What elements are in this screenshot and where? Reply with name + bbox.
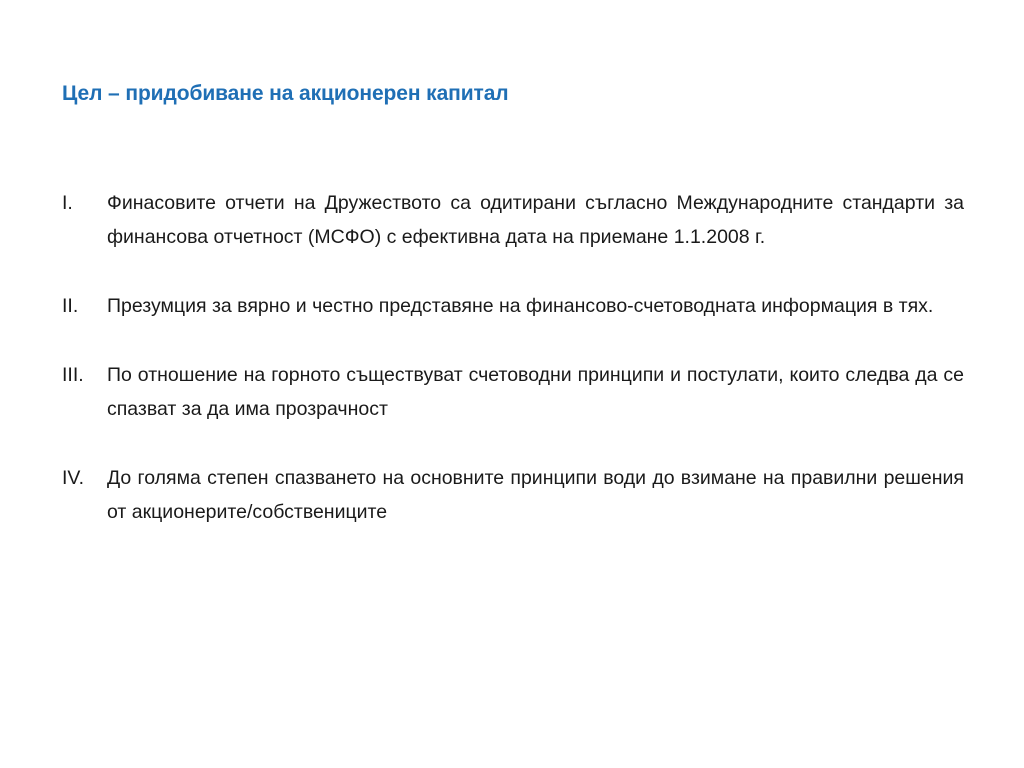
list-item-numeral: II.	[62, 295, 79, 317]
list-item	[62, 186, 964, 254]
slide-title: Цел – придобиване на акционерен капитал	[62, 82, 509, 105]
list-item	[62, 358, 964, 426]
list-item-text: Финасовите отчети на Дружеството са одитирани съгласно Международните стандарти за финансова отчетност (МСФО) с ефективна дата на приемане 1.1.2008 г.	[107, 192, 964, 248]
list-item-numeral: IV.	[62, 467, 85, 489]
list-item-text: По отношение на горното съществуват счетоводни принципи и постулати, които следва да се спазват за да има прозрачност	[107, 364, 964, 420]
numbered-list	[62, 186, 964, 564]
list-item	[62, 461, 964, 529]
list-item-numeral: III.	[62, 364, 84, 386]
list-item-numeral: I.	[62, 192, 73, 214]
list-item-text: Презумция за вярно и честно представяне на финансово-счетоводната информация в тях.	[107, 295, 934, 317]
list-item-text: До голяма степен спазването на основните принципи води до взимане на правилни решения от акционерите/собствениците	[107, 467, 964, 523]
list-item	[62, 289, 964, 323]
